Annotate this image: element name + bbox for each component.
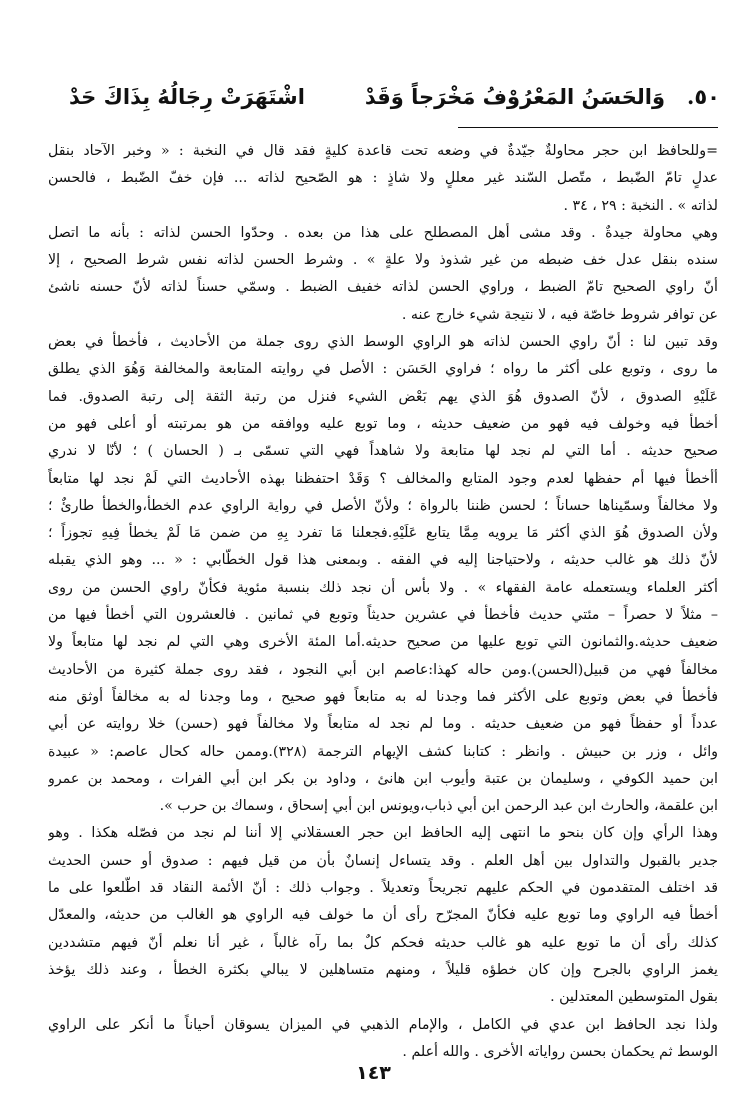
text-line: وهذا الرأي وإن كان بنحو ما انتهى إليه الحافظ ابن حجر العسقلاني إلا أننا لم نجد من فصّله هكذا . وهو bbox=[48, 825, 718, 842]
page-number: ١٤٣ bbox=[356, 1062, 391, 1084]
text-line: لأنّ ذلك هو غالب حديثه ، ولاحتياجنا إليه في الفقه . وبمعنى هذا قول الخطّابي : « ... وهو الذي يقبله bbox=[48, 552, 718, 569]
text-line: – مثلاً لا حصراً – مئتي حديث فأخطأ في عشرين حديثاً وتوبع في ثمانين . فالعشرون التي أخطأ فيها من bbox=[48, 607, 718, 624]
text-line: أنّ راوي الصحيح تامّ الضبط ، وراوي الحسن لذاته خفيف الضبط . وسمّي حسناً لذاته لأنّ حسنه ناشئ bbox=[48, 279, 718, 296]
text-line: =وللحافظ ابن حجر محاولةٌ جيّدةٌ في وضعه تحت قاعدة كليةٍ فقد قال في النخبة : « وخبر الآحاد بنقل bbox=[48, 143, 718, 159]
verse-heading bbox=[60, 84, 720, 109]
text-line: وقد تبين لنا : أنّ راوي الحسن لذاته هو الراوي الوسط الذي روى جملة من الأحاديث ، فأخطأ في بعض bbox=[48, 334, 718, 351]
commentary-body bbox=[48, 138, 718, 1066]
text-line: عن توافر شروط خاصّة فيه ، لا نتيجة شيء خارج عنه . bbox=[401, 306, 718, 323]
text-line: عدلٍ تامّ الضّبط ، متّصل السّند غير معللٍ ولا شاذٍ : هو الصّحيح لذاته ... فإن خفّ الضّبط ، فالحسن bbox=[48, 170, 718, 187]
text-line: ما روى ، وتوبع على أكثر ما رواه ؛ فراوي الحَسَن : الأصل في روايته المتابعة والمخالفة وَهُوَ الذي يطلق bbox=[48, 361, 718, 378]
text-line: قد اختلف المتقدمون في الحكم عليهم تجريحاً وتعديلاً . وجواب ذلك : أنّ الأئمة النقاد قد اطّلعوا على ما bbox=[48, 880, 718, 897]
text-line: أخطأ فيه الراوي وما توبع عليه فكأنّ المجرّح رأى أن ما خولف فيه الراوي هو الغالب من حديثه، والمعدّل bbox=[48, 907, 718, 924]
footnote-separator bbox=[458, 127, 718, 128]
text-line: فأخطأ في بعض وتوبع على الأكثر فما وجدنا له به متابعاً فهو صحيح ، وما وجدنا له به مخالفاً أوثق منه bbox=[48, 688, 718, 705]
text-line: عَلَيْهِ الصدوق ، لأنّ الصدوق هُوَ الذي يهم بَعْض الشيء فنزل من رتبة الثقة إلى رتبة الصدوق. فما bbox=[48, 388, 718, 405]
text-line: الوسط ثم يحكمان بحسن رواياته الأخرى . والله أعلم . bbox=[402, 1043, 718, 1060]
text-line: سنده بنقل عدل خف ضبطه من غير شذوذ ولا علةٍ » . وشرط الحسن لذاته نفس شرط الصحيح ، إلا bbox=[48, 252, 718, 269]
text-line: صحيح حديثه . أما التي لم نجد لها متابعة ولا شاهداً فهي التي تسمّى بـ ( الحسان ) ؛ لأنّا لا ندري bbox=[48, 443, 718, 460]
text-line: أخطأ فيه وخولف فيه فهو من ضعيف حديثه ، وما توبع عليه ووافقه من هو بمرتبته أو أعلى فهو من bbox=[48, 415, 718, 432]
text-line: ابن حميد الكوفي ، وسليمان بن عتبة وأيوب ابن هانئ ، وداود بن بكر ابن أبي الفرات ، ومحمد بن عمرو bbox=[48, 770, 718, 787]
text-line: بقول المتوسطين المعتدلين . bbox=[550, 989, 718, 1006]
text-line: يغمز الراوي بالجرح وإن كان خطؤه قليلاً ، ومنهم متساهلين لا يبالي بكثرة الخطأ ، وعند ذلك يؤخذ bbox=[48, 961, 718, 978]
verse-hemistich-1: وَالحَسَنُ المَعْرُوْفُ مَخْرَجاً وَقَدْ bbox=[364, 84, 666, 109]
text-line: عدداً أو حفظاً فهو من ضعيف حديثه . وما لم نجد له متابعاً ولا مخالفاً فهو (حسن) خلا روايته عن أبي bbox=[48, 716, 718, 733]
text-line: أأخطأ فيها أم حفظها لعدم وجود المتابع والمخالف ؟ وَقَدْ احتفظنا بهذه الأحاديث التي لَمْ نجد لها متابعاً bbox=[48, 470, 718, 487]
text-line: جدير بالقبول والتداول بين أهل العلم . وقد يتساءل إنسانٌ بأن من قيل فيهم : صدوق أو حسن الحديث bbox=[48, 852, 718, 869]
text-line: كذلك رأى أن ما توبع عليه هو غالب حديثه فحكم كلٌ بما رآه غالباً ، غير أنا نعلم أنّ فيهم متشددين bbox=[48, 934, 718, 951]
text-line: لذاته » . النخبة : ٢٩ ، ٣٤ . bbox=[563, 197, 718, 214]
text-line: ضعيف حديثه.والثمانون التي توبع عليها من صحيح حديثه.أما المئة الأخرى وهي التي لم نجد لها متابعاً ولا bbox=[48, 634, 718, 651]
verse-number: ٥٠. bbox=[687, 84, 720, 109]
text-line: وهي محاولة جيدةٌ . وقد مشى أهل المصطلح على هذا من بعده . وحدّوا الحسن لذاته : بأنه ما اتصل bbox=[48, 224, 718, 241]
text-line: ولذا نجد الحافظ ابن عدي في الكامل ، والإمام الذهبي في الميزان يسوقان أحياناً ما أنكر على الراوي bbox=[48, 1016, 718, 1033]
text-line: ولأن الصدوق هُوَ الذي أكثر مَا يرويه مِمَّا يتابع عَلَيْهِ.فجعلنا مَا تفرد بِهِ من ضمن مَا لَمْ يخطأ فِيهِ تجوزاً ؛ bbox=[48, 525, 718, 542]
verse-hemistich-2: اشْتَهَرَتْ رِجَالُهُ بِذَاكَ حَدْ bbox=[69, 84, 305, 109]
text-line: أكثر العلماء ويستعمله عامة الفقهاء » . ولا بأس أن نجد ذلك بنسبة مئوية فكأنّ راوي الحسن من روى bbox=[48, 579, 718, 596]
text-line: ابن علقمة، والحارث ابن عبد الرحمن ابن أبي ذباب،ويونس ابن أبي إسحاق ، وسماك بن حرب ». bbox=[159, 798, 718, 815]
text-line: مخالفاً فهي من قبيل(الحسن).ومن حاله كهذا:عاصم ابن أبي النجود ، فقد روى جملة كثيرة من الأحاديث bbox=[48, 661, 718, 678]
text-line: ولا مخالفاً وسمّيناها حساناً ؛ لحسن ظننا بالرواة ؛ ولأنّ الأصل في رواية الراوي عدم الخطأ،والخطأ طارئٌ ؛ bbox=[48, 497, 718, 514]
text-line: وائل ، وزر بن حبيش . وانظر : كتابنا كشف الإيهام الترجمة (٣٢٨).وممن حاله كحال عاصم: « عبيدة bbox=[48, 743, 718, 760]
